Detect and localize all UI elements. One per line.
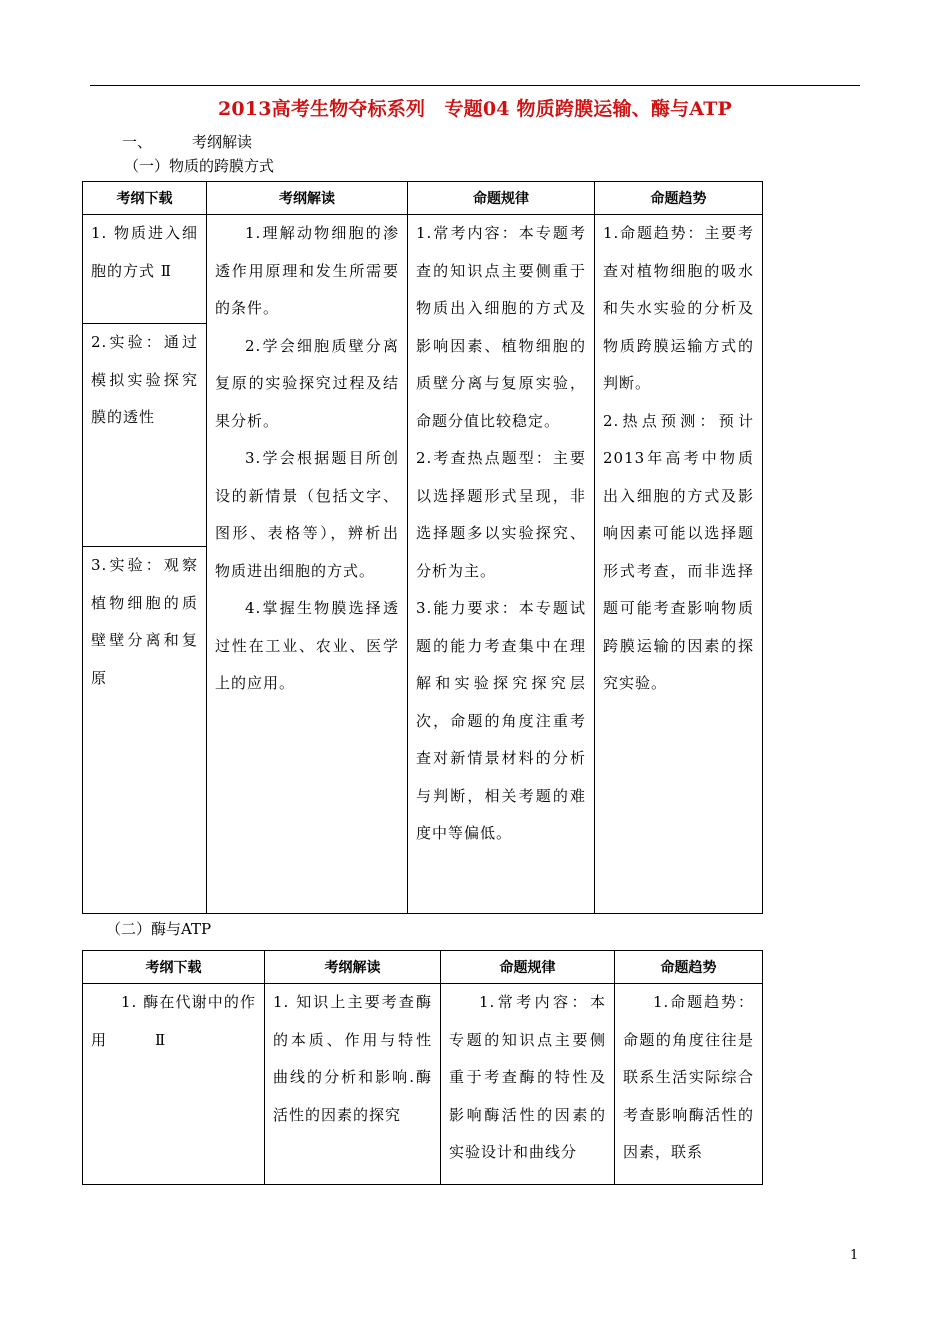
table-header-row bbox=[83, 951, 763, 984]
interpretation-item: 4.掌握生物膜选择透过性在工业、农业、医学上的应用。 bbox=[215, 599, 399, 692]
pattern-cell bbox=[441, 984, 615, 1185]
transport-table bbox=[82, 181, 763, 914]
trend-item: 1.命题趋势：主要考查对植物细胞的吸水和失水实验的分析及物质跨膜运输方式的判断。 bbox=[603, 224, 754, 392]
interpretation-item: 1. 知识上主要考查酶的本质、作用与特性曲线的分析和影响.酶活性的因素的探究 bbox=[273, 993, 432, 1124]
header-cell-download: 考纲下载 bbox=[83, 182, 207, 215]
interpretation-item: 3.学会根据题目所创设的新情景（包括文字、图形、表格等），辨析出物质进出细胞的方式。 bbox=[215, 449, 399, 580]
download-item: 2.实验：通过模拟实验探究膜的透性 bbox=[91, 333, 198, 426]
trend-cell bbox=[595, 215, 763, 914]
header-cell-download: 考纲下载 bbox=[83, 951, 265, 984]
header-cell-interpretation: 考纲解读 bbox=[207, 182, 408, 215]
header-cell-trend: 命题趋势 bbox=[595, 182, 763, 215]
table-header-row bbox=[83, 182, 763, 215]
download-item: 3.实验：观察植物细胞的质壁壁分离和复原 bbox=[91, 556, 198, 687]
pattern-item: 2.考查热点题型：主要以选择题形式呈现，非选择题多以实验探究、分析为主。 bbox=[416, 449, 586, 580]
trend-item: 1.命题趋势：命题的角度往往是联系生活实际综合考查影响酶活性的因素，联系 bbox=[623, 993, 754, 1161]
enzyme-table bbox=[82, 950, 763, 1185]
interpretation-cell bbox=[207, 215, 408, 914]
document-title: 2013高考生物夺标系列 专题04 物质跨膜运输、酶与ATP bbox=[217, 98, 733, 120]
header-cell-interpretation: 考纲解读 bbox=[265, 951, 441, 984]
trend-cell bbox=[615, 984, 763, 1185]
header-cell-pattern: 命题规律 bbox=[441, 951, 615, 984]
interpretation-item: 2.学会细胞质壁分离复原的实验探究过程及结果分析。 bbox=[215, 336, 399, 430]
subsection-title-enzyme: （二）酶与ATP bbox=[106, 920, 212, 938]
download-cell bbox=[83, 547, 207, 914]
subsection-title-transport: （一）物质的跨膜方式 bbox=[124, 157, 275, 175]
header-rule bbox=[90, 85, 860, 86]
download-item: 1. 酶在代谢中的作用 Ⅱ bbox=[91, 993, 256, 1049]
download-item: 1. 物质进入细胞的方式 Ⅱ bbox=[91, 224, 198, 280]
table-row bbox=[83, 215, 763, 324]
header-cell-pattern: 命题规律 bbox=[408, 182, 595, 215]
section-label: 考纲解读 bbox=[192, 133, 253, 151]
pattern-item: 1.常考内容：本专题的知识点主要侧重于考查酶的特性及影响酶活性的因素的实验设计和曲线分 bbox=[449, 993, 606, 1161]
pattern-item: 3.能力要求：本专题试题的能力考查集中在理解和实验探究探究层次，命题的角度注重考查对新情景材料的分析与判断，相关考题的难度中等偏低。 bbox=[416, 599, 586, 842]
trend-item: 2.热点预测：预计2013年高考中物质出入细胞的方式及影响因素可能以选择题形式考查，而非选择题可能考查影响物质跨膜运输的因素的探究实验。 bbox=[603, 411, 754, 692]
header-cell-trend: 命题趋势 bbox=[615, 951, 763, 984]
pattern-cell bbox=[408, 215, 595, 914]
download-cell bbox=[83, 984, 265, 1185]
interpretation-cell bbox=[265, 984, 441, 1185]
pattern-item: 1.常考内容：本专题考查的知识点主要侧重于物质出入细胞的方式及影响因素、植物细胞的质壁分离与复原实验，命题分值比较稳定。 bbox=[416, 224, 586, 430]
section-number: 一、 bbox=[122, 133, 153, 151]
table-row bbox=[83, 984, 763, 1185]
page-number: 1 bbox=[850, 1248, 859, 1263]
download-cell bbox=[83, 324, 207, 547]
interpretation-item: 1.理解动物细胞的渗透作用原理和发生所需要的条件。 bbox=[215, 224, 399, 317]
download-cell bbox=[83, 215, 207, 324]
section-heading bbox=[122, 131, 252, 152]
